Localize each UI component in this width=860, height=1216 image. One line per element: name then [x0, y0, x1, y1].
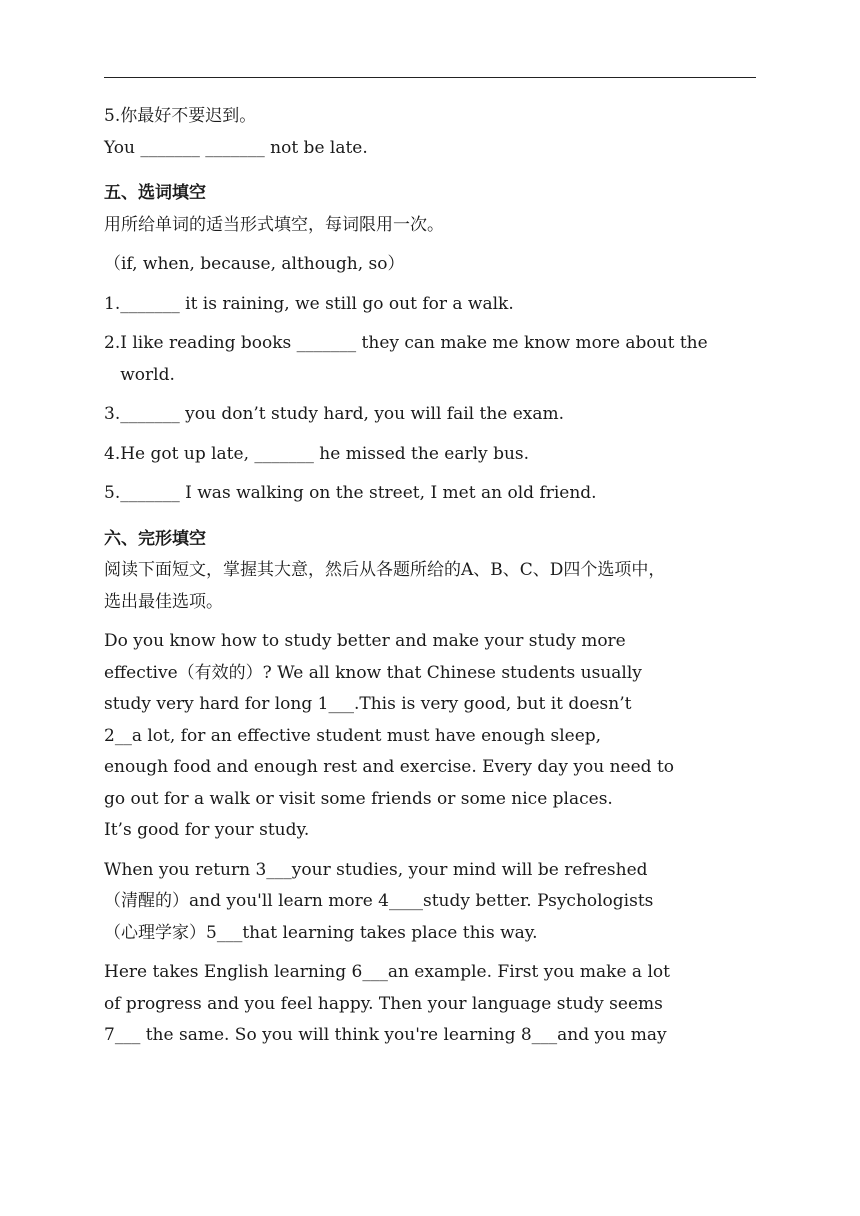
- section6-instruction: [104, 555, 756, 618]
- list-item: [104, 289, 756, 321]
- item-number: 5.: [104, 483, 121, 503]
- passage-line: 7___ the same. So you will think you're learning 8___and you may: [104, 1025, 667, 1045]
- passage-line: （心理学家）5___that learning takes place this way.: [104, 922, 538, 943]
- document-body: [104, 101, 756, 1060]
- passage-paragraph-2: [104, 855, 756, 950]
- passage-line: study very hard for long 1___.This is very good, but it doesn’t: [104, 694, 632, 714]
- item-number: 3.: [104, 404, 121, 424]
- header-rule: [104, 77, 756, 78]
- item-number: 4.: [104, 443, 121, 464]
- passage-line: It’s good for your study.: [104, 820, 310, 840]
- passage-line: Do you know how to study better and make your study more: [104, 631, 626, 651]
- item-text: _______ you don’t study hard, you will fail the exam.: [120, 404, 565, 424]
- word-bank: （if, when, because, although, so）: [104, 254, 405, 274]
- passage-line: （清醒的）and you'll learn more 4____study better. Psychologists: [104, 891, 654, 911]
- section6-heading: 六、完形填空: [104, 528, 206, 549]
- instruction-line: 选出最佳选项。: [104, 591, 223, 612]
- list-item: [104, 399, 756, 431]
- item-text: _______ I was walking on the street, I met an old friend.: [120, 483, 597, 503]
- passage-paragraph-3: [104, 957, 756, 1052]
- instruction-line: 阅读下面短文，掌握其大意，然后从各题所给的A、B、C、D四个选项中，: [104, 560, 666, 580]
- item-number: 1.: [104, 293, 121, 314]
- q5-prompt: 5.你最好不要迟到。: [104, 106, 257, 126]
- passage-line: effective（有效的）? We all know that Chinese students usually: [104, 662, 642, 683]
- passage-line: go out for a walk or visit some friends or some nice places.: [104, 788, 613, 809]
- passage-paragraph-1: [104, 626, 756, 847]
- list-item: [104, 328, 756, 391]
- section5-instruction: 用所给单词的适当形式填空，每词限用一次。: [104, 214, 444, 235]
- list-item: [104, 439, 756, 471]
- q5-answer-line: You _______ _______ not be late.: [104, 137, 368, 158]
- list-item: [104, 478, 756, 510]
- passage-line: Here takes English learning 6___an example. First you make a lot: [104, 962, 670, 982]
- item-text: He got up late, _______ he missed the early bus.: [120, 443, 530, 464]
- passage-line: enough food and enough rest and exercise. Every day you need to: [104, 757, 675, 777]
- passage-line: 2__a lot, for an effective student must have enough sleep,: [104, 725, 602, 746]
- section5-heading: 五、选词填空: [104, 183, 206, 203]
- passage-line: of progress and you feel happy. Then your language study seems: [104, 993, 663, 1014]
- item-text: _______ it is raining, we still go out for a walk.: [120, 293, 514, 314]
- passage-line: When you return 3___your studies, your mind will be refreshed: [104, 859, 648, 880]
- item-number: 2.: [104, 333, 121, 353]
- item-text: I like reading books _______ they can make me know more about the world.: [120, 333, 714, 385]
